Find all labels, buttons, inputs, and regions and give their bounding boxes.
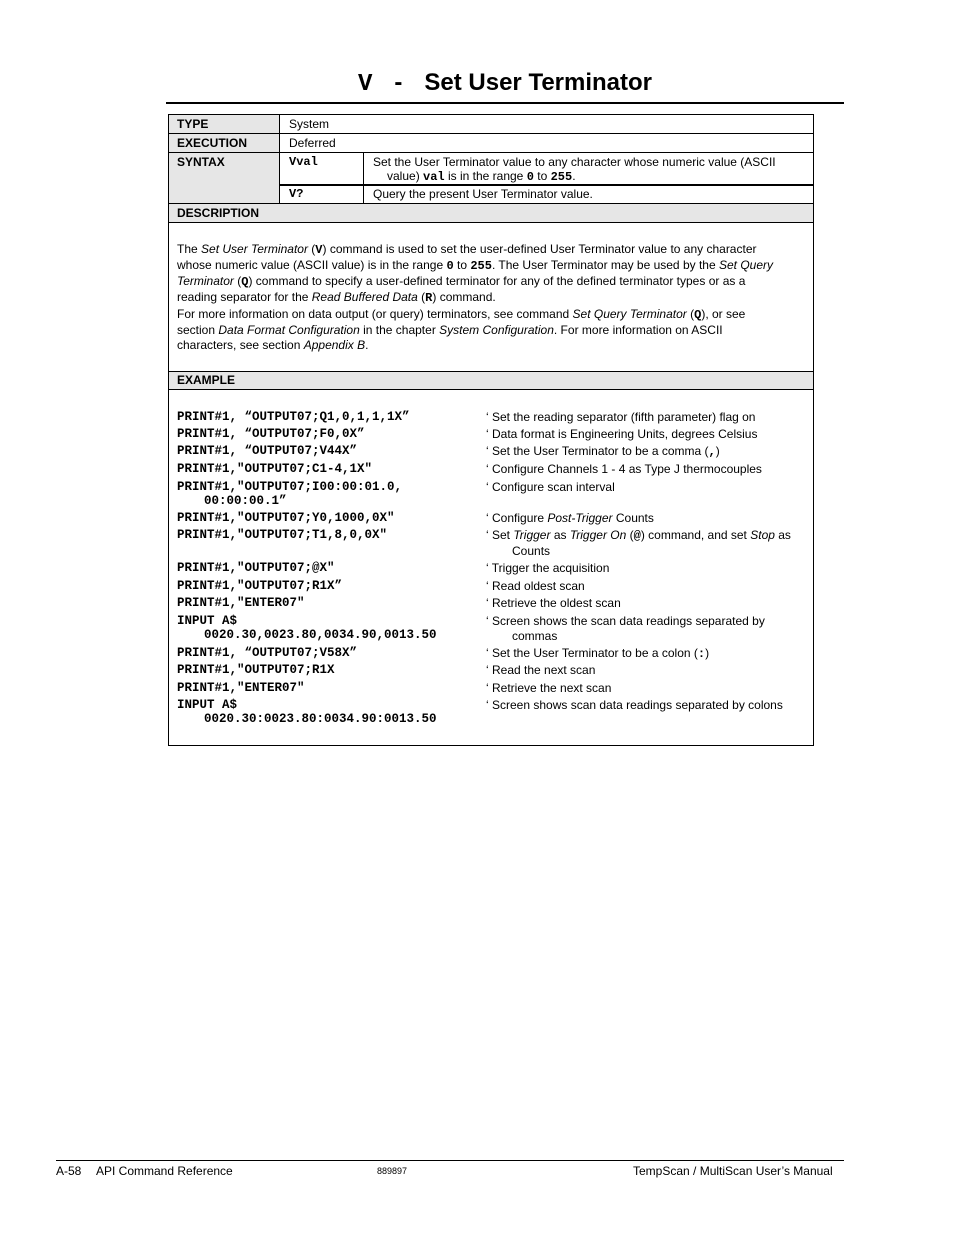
example-code: PRINT#1,"OUTPUT07;@X" [177, 561, 335, 575]
example-code: INPUT A$ [177, 614, 238, 628]
example-code: PRINT#1,"OUTPUT07;Y0,1000,0X" [177, 511, 395, 525]
example-code: PRINT#1,"OUTPUT07;T1,8,0,0X" [177, 528, 388, 542]
example-code: PRINT#1,"ENTER07" [177, 596, 305, 610]
syntax-cmd: Vval [289, 155, 318, 169]
type-value: System [289, 117, 330, 131]
description-paragraph: For more information on data output (or query) terminators, see command Set Query Terminator (Q), or see section Data Format Configuration in the chapter System Configuration. For more information on ASCII characters, see section Appendix B. [177, 307, 746, 352]
title-rule [166, 102, 844, 104]
syntax-cmd: V? [289, 187, 304, 201]
footer-manual-title: TempScan / MultiScan User’s Manual [633, 1164, 833, 1178]
title-dash: - [394, 69, 403, 96]
example-code: PRINT#1, “OUTPUT07;Q1,0,1,1,1X” [177, 410, 410, 424]
example-comment: ‘ Read oldest scan [486, 579, 585, 593]
example-comment: ‘ Configure scan interval [486, 480, 615, 494]
footer-section: API Command Reference [96, 1164, 233, 1178]
syntax-desc: Query the present User Terminator value. [373, 187, 593, 201]
example-comment: ‘ Set the User Terminator to be a colon (:) [486, 646, 710, 661]
example-comment: ‘ Set the reading separator (fifth parameter) flag on [486, 410, 756, 424]
example-comment: ‘ Configure Channels 1 - 4 as Type J thermocouples [486, 462, 762, 476]
title-text: Set User Terminator [424, 69, 653, 96]
footer-page-number: A-58 [56, 1164, 82, 1178]
syntax-label: SYNTAX [169, 153, 279, 203]
example-code: PRINT#1,"OUTPUT07;I00:00:01.0, [177, 480, 403, 494]
command-letter: V [357, 71, 373, 98]
example-comment: ‘ Read the next scan [486, 663, 596, 677]
example-code: PRINT#1,"OUTPUT07;C1-4,1X" [177, 462, 373, 476]
divider [169, 222, 813, 223]
example-code: 00:00:00.1” [204, 494, 287, 508]
description-label: DESCRIPTION [169, 204, 813, 222]
example-code: PRINT#1, “OUTPUT07;V58X” [177, 646, 358, 660]
example-comment: ‘ Set the User Terminator to be a comma (,) [486, 444, 720, 459]
column-divider [279, 115, 280, 204]
divider [279, 184, 813, 186]
example-comment: ‘ Screen shows the scan data readings separated by commas [486, 614, 765, 643]
execution-value: Deferred [289, 136, 336, 150]
column-divider [363, 153, 364, 204]
example-code: 0020.30,0023.80,0034.90,0013.50 [204, 628, 437, 642]
example-code: PRINT#1, “OUTPUT07;V44X” [177, 444, 358, 458]
execution-label: EXECUTION [169, 134, 279, 152]
example-label: EXAMPLE [169, 372, 813, 389]
divider [169, 389, 813, 390]
page-title [166, 66, 844, 102]
example-code: INPUT A$ [177, 698, 238, 712]
example-comment: ‘ Trigger the acquisition [486, 561, 610, 575]
command-table [168, 114, 814, 746]
description-paragraph: The Set User Terminator (V) command is used to set the user-defined User Terminator value to any character whose numeric value (ASCII value) is in the range 0 to 255. The User Terminator may be used by the Set Query Terminator (Q) command to specify a user-defined terminator for any of the defined terminator types or as a reading separator for the Read Buffered Data (R) command. [177, 242, 773, 305]
example-code: PRINT#1,"ENTER07" [177, 681, 305, 695]
example-comment: ‘ Configure Post-Trigger Counts [486, 511, 654, 525]
example-comment: ‘ Data format is Engineering Units, degrees Celsius [486, 427, 758, 441]
footer-rule [56, 1160, 844, 1161]
example-comment: ‘ Retrieve the next scan [486, 681, 612, 695]
example-code: PRINT#1, “OUTPUT07;F0,0X” [177, 427, 365, 441]
example-comment: ‘ Screen shows scan data readings separated by colons [486, 698, 783, 712]
example-code: PRINT#1,"OUTPUT07;R1X [177, 663, 335, 677]
footer-doc-number: 889897 [377, 1166, 408, 1176]
example-comment: ‘ Set Trigger as Trigger On (@) command, and set Stop as Counts [486, 528, 791, 558]
example-comment: ‘ Retrieve the oldest scan [486, 596, 621, 610]
type-label: TYPE [169, 115, 279, 133]
syntax-desc: Set the User Terminator value to any character whose numeric value (ASCII value) val is in the range 0 to 255. [373, 155, 776, 184]
example-code: PRINT#1,"OUTPUT07;R1X” [177, 579, 343, 593]
example-code: 0020.30:0023.80:0034.90:0013.50 [204, 712, 437, 726]
